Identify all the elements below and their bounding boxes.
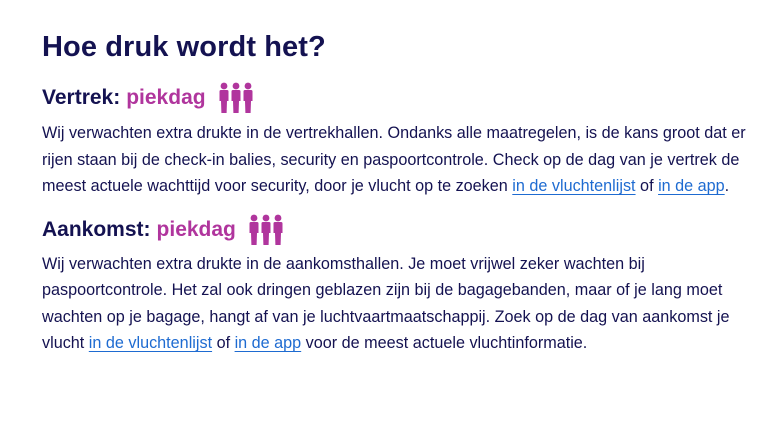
departure-flight-list-link[interactable]: in de vluchtenlijst: [512, 177, 636, 195]
arrival-app-link[interactable]: in de app: [234, 334, 302, 352]
arrival-heading: [42, 214, 750, 246]
departure-connector-text: of: [635, 177, 659, 195]
crowd-icon: [248, 214, 284, 246]
arrival-flight-list-link[interactable]: in de vluchtenlijst: [88, 334, 213, 352]
departure-text: Wij verwachten extra drukte in de vertrekhallen. Ondanks alle maatregelen, is de kans groot dat er rijen staan bij de check-in balies, security en paspoortcontrole. Check op de dag van je vertrek de meest actuele wachttijd voor security, door je vlucht op te zoeken: [42, 124, 746, 195]
arrival-section: [42, 214, 750, 357]
departure-label: Vertrek:: [42, 86, 121, 109]
arrival-text: Wij verwachten extra drukte in de aankomsthallen. Je moet vrijwel zeker wachten bij paspoortcontrole. Het zal ook dringen geblazen zijn bij de bagagebanden, maar of je lang moet wachten op je bagage, hangt af van je luchtvaartmaatschappij. Zoek op de dag van aankomst je vlucht: [42, 254, 730, 352]
arrival-connector-text: of: [212, 334, 235, 352]
crowd-icon: [218, 82, 254, 114]
departure-description: [42, 120, 750, 200]
departure-app-link[interactable]: in de app: [658, 177, 725, 195]
departure-status: piekdag: [126, 86, 206, 109]
arrival-status: piekdag: [156, 217, 236, 241]
departure-section: [42, 82, 750, 200]
arrival-end-text: voor de meest actuele vluchtinformatie.: [301, 334, 588, 352]
arrival-label: Aankomst:: [42, 217, 151, 241]
departure-heading: [42, 82, 750, 114]
page-title: Hoe druk wordt het?: [42, 31, 326, 63]
arrival-description: [42, 251, 750, 357]
departure-end-text: .: [724, 177, 730, 195]
